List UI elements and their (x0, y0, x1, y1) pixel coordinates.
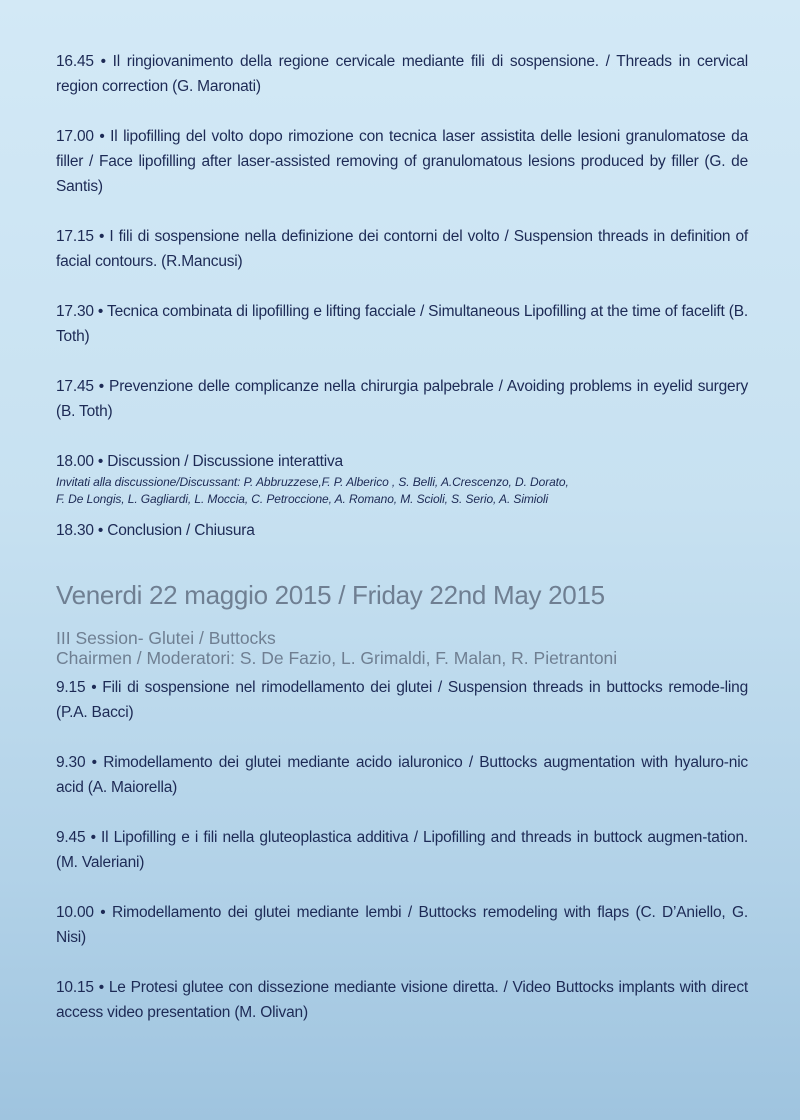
program-item-1700 (56, 124, 748, 199)
program-item-945 (56, 825, 748, 875)
program-item-text: 10.00 • Rimodellamento dei glutei mediante lembi / Buttocks remodeling with flaps (C. D’Aniello, G. Nisi) (56, 904, 748, 946)
program-item-1715 (56, 224, 748, 274)
program-item-text: 17.45 • Prevenzione delle complicanze nella chirurgia palpebrale / Avoiding problems in eyelid surgery (B. Toth) (56, 378, 748, 420)
program-item-1645 (56, 49, 748, 99)
program-item-text: 10.15 • Le Protesi glutee con dissezione mediante visione diretta. / Video Buttocks implants with direct access video presentation (M. Olivan) (56, 979, 748, 1021)
program-item-text: 16.45 • Il ringiovanimento della regione cervicale mediante fili di sospensione. / Threads in cervical region correction (G. Maronati) (56, 53, 748, 95)
program-item-text: 9.30 • Rimodellamento dei glutei mediante acido ialuronico / Buttocks augmentation with hyaluro-nic acid (A. Maiorella) (56, 754, 748, 796)
program-item-915 (56, 675, 748, 725)
session-chairmen: Chairmen / Moderatori: S. De Fazio, L. Grimaldi, F. Malan, R. Pietrantoni (56, 648, 618, 668)
program-item-text: 9.15 • Fili di sospensione nel rimodellamento dei glutei / Suspension threads in buttocks remode-ling (P.A. Bacci) (56, 679, 748, 721)
session-title: III Session- Glutei / Buttocks (56, 628, 276, 648)
program-item-text: 9.45 • Il Lipofilling e i fili nella gluteoplastica additiva / Lipofilling and threads in buttock augmen-tation. (M. Valeriani) (56, 829, 748, 871)
session-header (56, 628, 748, 668)
program-item-text: 17.15 • I fili di sospensione nella definizione dei contorni del volto / Suspension threads in definition of facial contours. (R.Mancusi) (56, 228, 748, 270)
discussants-line-2: F. De Longis, L. Gagliardi, L. Moccia, C. Petroccione, A. Romano, M. Scioli, S. Serio, A. Simioli (56, 492, 549, 506)
program-item-text: 17.00 • Il lipofilling del volto dopo rimozione con tecnica laser assistita delle lesioni granulomatose da filler / Face lipofilling after laser-assisted removing of granulomatous lesions produced by filler (G. de Santis) (56, 128, 748, 195)
program-item-1745 (56, 374, 748, 424)
conclusion-text: 18.30 • Conclusion / Chiusura (56, 522, 255, 539)
program-item-discussion (56, 449, 748, 508)
day-heading: Venerdi 22 maggio 2015 / Friday 22nd May 2015 (56, 580, 605, 610)
program-item-1000 (56, 900, 748, 950)
program-item-conclusion (56, 518, 748, 543)
discussion-title: 18.00 • Discussion / Discussione interattiva (56, 453, 343, 470)
program-item-text: 17.30 • Tecnica combinata di lipofilling e lifting facciale / Simultaneous Lipofilling at the time of facelift (B. Toth) (56, 303, 748, 345)
program-item-1015 (56, 975, 748, 1025)
discussants-line-1: Invitati alla discussione/Discussant: P. Abbruzzese,F. P. Alberico , S. Belli, A.Crescenzo, D. Dorato, (56, 475, 569, 489)
program-item-930 (56, 750, 748, 800)
program-item-1730 (56, 299, 748, 349)
